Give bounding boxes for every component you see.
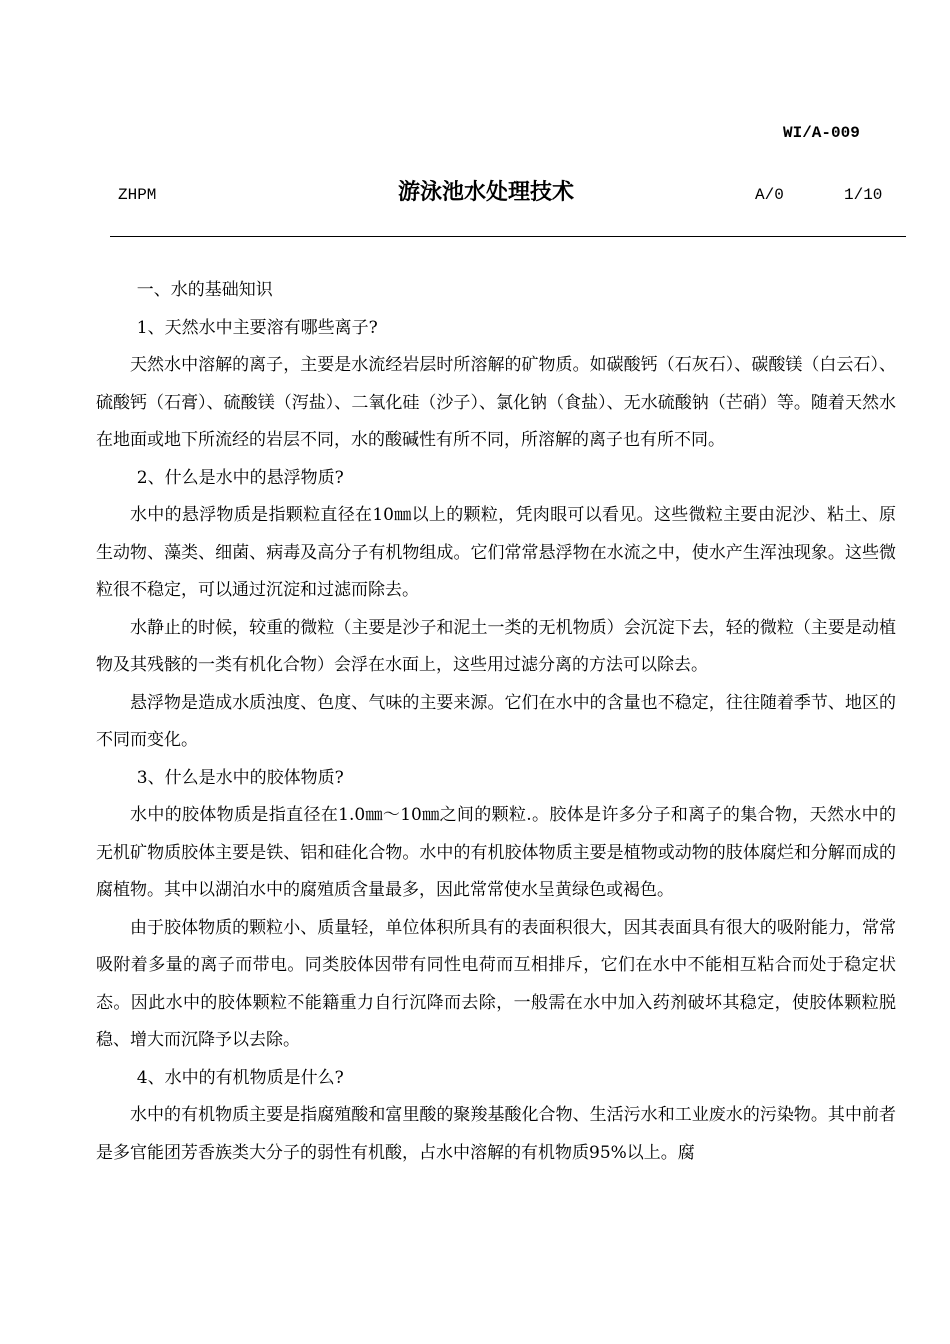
section-heading: 一、水的基础知识 [136,280,273,300]
question-heading: 2、什么是水中的悬浮物质? [136,467,344,488]
company-code: ZHPM [118,186,157,204]
page-title: 游泳池水处理技术 [397,180,574,205]
header-divider [110,236,906,237]
paragraph: 悬浮物是造成水质浊度、色度、气味的主要来源。它们在水中的含量也不稳定，往往随着季节、地区的不同而变化。 [96,692,896,750]
page-number: 1/10 [844,186,883,204]
question-heading: 4、水中的有机物质是什么? [136,1067,344,1088]
paragraph: 水中的有机物质主要是指腐殖酸和富里酸的聚羧基酸化合物、生活污水和工业废水的污染物。其中前者是多官能团芳香族类大分子的弱性有机酸，占水中溶解的有机物质95%以上。腐 [96,1105,896,1163]
paragraph: 天然水中溶解的离子，主要是水流经岩层时所溶解的矿物质。如碳酸钙（石灰石）、碳酸镁（白云石）、硫酸钙（石膏）、硫酸镁（泻盐）、二氧化硅（沙子）、氯化钠（食盐）、无水硫酸钠（芒硝）等。随着天然水在地面或地下所流经的岩层不同，水的酸碱性有所不同，所溶解的离子也有所不同。 [96,355,896,450]
paragraph: 由于胶体物质的颗粒小、质量轻，单位体积所具有的表面积很大，因其表面具有很大的吸附能力，常常吸附着多量的离子而带电。同类胶体因带有同性电荷而互相排斥，它们在水中不能相互粘合而处于稳定状态。因此水中的胶体颗粒不能籍重力自行沉降而去除，一般需在水中加入药剂破坏其稳定，使胶体颗粒脱稳、增大而沉降予以去除。 [96,917,896,1050]
question-heading: 1、天然水中主要溶有哪些离子? [136,317,378,338]
paragraph: 水中的悬浮物质是指颗粒直径在10㎜以上的颗粒，凭肉眼可以看见。这些微粒主要由泥沙、粘土、原生动物、藻类、细菌、病毒及高分子有机物组成。它们常常悬浮物在水流之中，使水产生浑浊现象。这些微粒很不稳定，可以通过沉淀和过滤而除去。 [96,505,896,600]
paragraph: 水中的胶体物质是指直径在1.0㎜～10㎜之间的颗粒.。胶体是许多分子和离子的集合物，天然水中的无机矿物质胶体主要是铁、铝和硅化合物。水中的有机胶体物质主要是植物或动物的肢体腐烂和分解而成的腐植物。其中以湖泊水中的腐殖质含量最多，因此常常使水呈黄绿色或褐色。 [96,805,896,900]
question-heading: 3、什么是水中的胶体物质? [136,767,344,788]
document-body [96,272,896,1172]
paragraph: 水静止的时候，较重的微粒（主要是沙子和泥土一类的无机物质）会沉淀下去，轻的微粒（主要是动植物及其残骸的一类有机化合物）会浮在水面上，这些用过滤分离的方法可以除去。 [96,617,896,675]
document-code: WI/A-009 [783,124,860,142]
revision-number: A/0 [755,186,784,204]
